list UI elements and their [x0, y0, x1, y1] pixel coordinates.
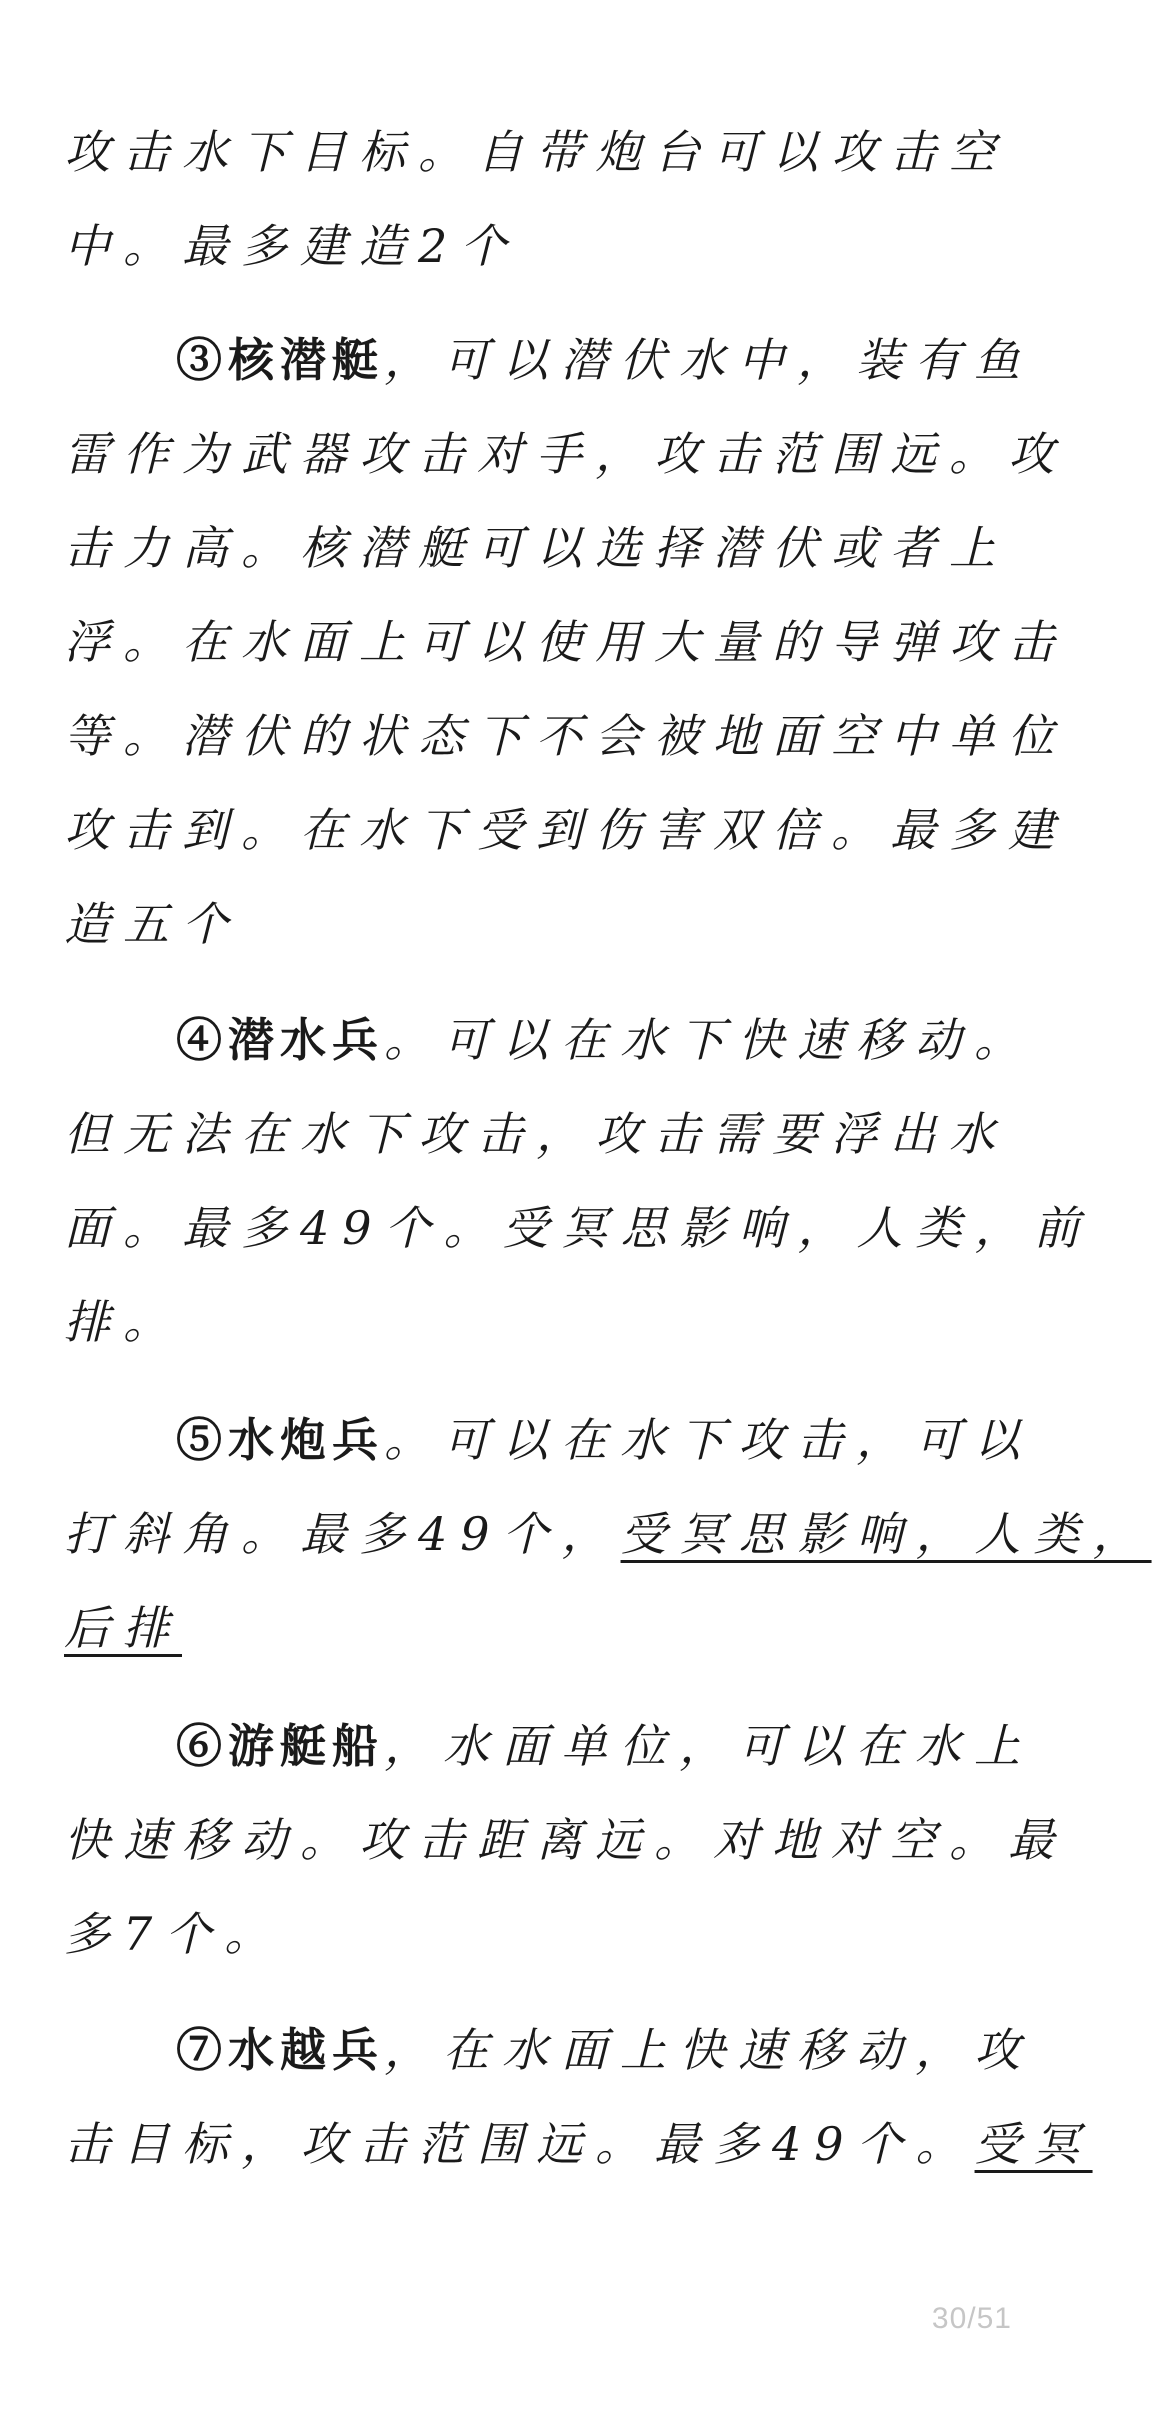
item-heading-line: ⑦水越兵，在水面上快速移动，攻	[176, 2023, 1033, 2077]
text-line: 但无法在水下攻击，攻击需要浮出水	[64, 1107, 1008, 1161]
item-heading-line: ③核潜艇，可以潜伏水中，装有鱼	[176, 333, 1033, 387]
item-heading-line: ⑥游艇船，水面单位，可以在水上	[176, 1719, 1033, 1773]
item-heading-line: ⑤水炮兵。可以在水下攻击，可以	[176, 1413, 1033, 1467]
item-heading-line: ④潜水兵。可以在水下快速移动。	[176, 1013, 1033, 1067]
item-title: ④潜水兵	[176, 1013, 384, 1067]
underlined-text: 后排	[64, 1601, 182, 1655]
text-line: 多7个。	[64, 1907, 284, 1961]
item-title: ⑥游艇船	[176, 1719, 384, 1773]
item-title: ③核潜艇	[176, 333, 384, 387]
text-line: 中。最多建造2个	[64, 219, 520, 273]
item-title: ⑦水越兵	[176, 2023, 384, 2077]
text-line: 雷作为武器攻击对手，攻击范围远。攻	[64, 427, 1067, 481]
underlined-text: 受冥思影响，人类，	[620, 1507, 1152, 1561]
text-line: 打斜角。最多49个，受冥思影响，人类，	[64, 1507, 1152, 1561]
item-title: ⑤水炮兵	[176, 1413, 384, 1467]
text-line: 快速移动。攻击距离远。对地对空。最	[64, 1813, 1067, 1867]
text-line: 攻击水下目标。自带炮台可以攻击空	[64, 125, 1008, 179]
text-line: 排。	[64, 1295, 182, 1349]
text-line: 面。最多49个。受冥思影响，人类，前	[64, 1201, 1093, 1255]
text-line: 浮。在水面上可以使用大量的导弹攻击	[64, 615, 1067, 669]
text-line: 击力高。核潜艇可以选择潜伏或者上	[64, 521, 1008, 575]
text-line: 等。潜伏的状态下不会被地面空中单位	[64, 709, 1067, 763]
text-line: 造五个	[64, 897, 241, 951]
text-line: 击目标，攻击范围远。最多49个。受冥	[64, 2117, 1093, 2171]
text-line	[64, 1588, 1016, 1668]
page-number: 30/51	[931, 2302, 1012, 2335]
underlined-text: 受冥	[974, 2117, 1093, 2171]
text-line: 攻击到。在水下受到伤害双倍。最多建	[64, 803, 1067, 857]
